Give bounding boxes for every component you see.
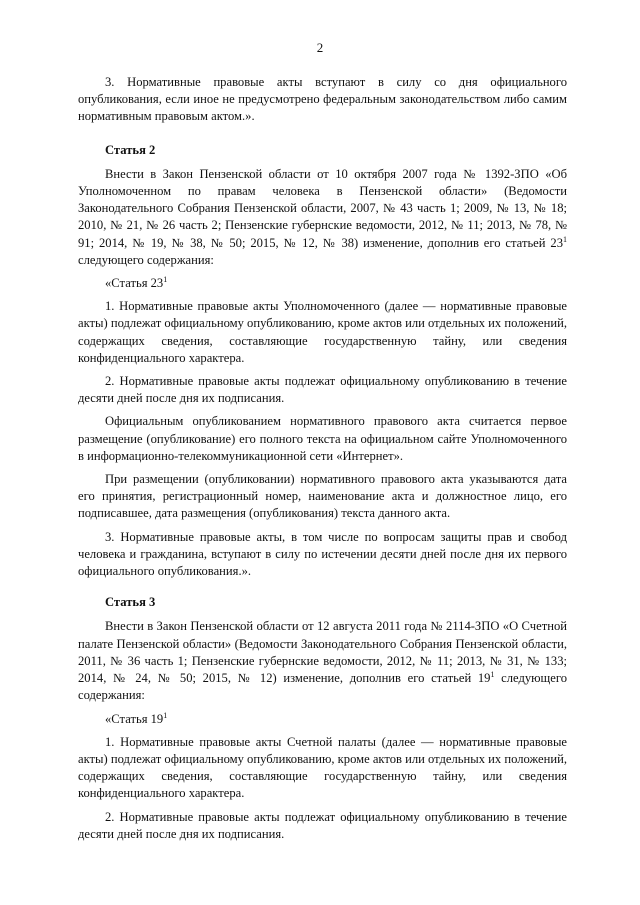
article-2-paragraph-4: При размещении (опубликовании) нормативного правового акта указываются дата его принятия, регистрационный номер, наименование акта и должностное лицо, его подписавшее, дата размещения (опубликования) текста данного акта. [78, 472, 567, 521]
article-19-1-label-text: «Статья 19 [105, 711, 164, 726]
article-23-1-label [78, 275, 567, 292]
page-number: 2 [316, 40, 324, 55]
article-19-1-label-sup: 1 [163, 710, 168, 720]
article-23-1-label-text: «Статья 23 [105, 276, 164, 291]
article-3-paragraph-2: 2. Нормативные правовые акты подлежат официальному опубликованию в течение десяти дней после дня их подписания. [78, 809, 567, 841]
article-19-1-label [78, 711, 567, 728]
article-2-intro-text: Внести в Закон Пензенской области от 10 октября 2007 года № 1392-ЗПО «Об Уполномоченном по правам человека в Пензенской области» (Ведомости Законодательного Собрания Пензенской области, 2007, № 43 часть 1; 2009, № 13, № 18; 2010, № 21, № 26 часть 2; Пензенские губернские ведомости, 2012, № 11; 2013, № 78, № 91; 2014, № 19, № 38, № 50; 2015, № 12, № 38) изменение, дополнив его статьей 23 [78, 166, 567, 250]
document-body [78, 74, 567, 843]
article-2-paragraph-1: 1. Нормативные правовые акты Уполномоченного (далее — нормативные правовые акты) подлежат официальному опубликованию, кроме актов или отдельных их положений, содержащих сведения, составляющие государственную тайну, или сведения конфиденциального характера. [78, 299, 567, 365]
article-3-heading: Статья 3 [105, 595, 156, 610]
article-3-intro-sup: 1 [490, 669, 495, 679]
article-2-paragraph-5: 3. Нормативные правовые акты, в том числе по вопросам защиты прав и свобод человека и гражданина, вступают в силу по истечении десяти дней после дня их первого официального опубликования.». [78, 529, 567, 579]
article-2-intro-tail: следующего содержания: [78, 252, 214, 267]
article-3-intro-tail: следующего содержания: [78, 671, 567, 703]
article-2-intro-sup: 1 [563, 234, 567, 244]
article-2-intro [78, 166, 567, 269]
article-3-intro-text: Внести в Закон Пензенской области от 12 августа 2011 года № 2114-ЗПО «О Счетной палате Пензенской области» (Ведомости Законодательного Собрания Пензенской области, 2011, № 36 часть 1; Пензенские губернские ведомости, 2012, № 11; 2013, № 31, № 133; 2014, № 24, № 50; 2015, № 12) изменение, дополнив его статьей 19 [78, 619, 567, 686]
article-23-1-label-sup: 1 [163, 274, 168, 284]
paragraph-intro-3: 3. Нормативные правовые акты вступают в силу со дня официального опубликования, если иное не предусмотрено федеральным законодательством либо самим нормативным правовым актом.». [78, 75, 567, 124]
article-2-paragraph-3: Официальным опубликованием нормативного правового акта считается первое размещение (опубликование) его полного текста на официальном сайте Уполномоченного в информационно-телекоммуникационной сети «Интернет». [78, 414, 567, 463]
article-3-paragraph-1: 1. Нормативные правовые акты Счетной палаты (далее — нормативные правовые акты) подлежат официальному опубликованию, кроме актов или отдельных их положений, содержащих сведения, составляющие государственную тайну, или сведения конфиденциального характера. [78, 734, 567, 801]
article-3-intro [78, 618, 567, 704]
article-2-heading: Статья 2 [105, 142, 156, 157]
article-2-paragraph-2: 2. Нормативные правовые акты подлежат официальному опубликованию в течение десяти дней после дня их подписания. [78, 374, 567, 406]
